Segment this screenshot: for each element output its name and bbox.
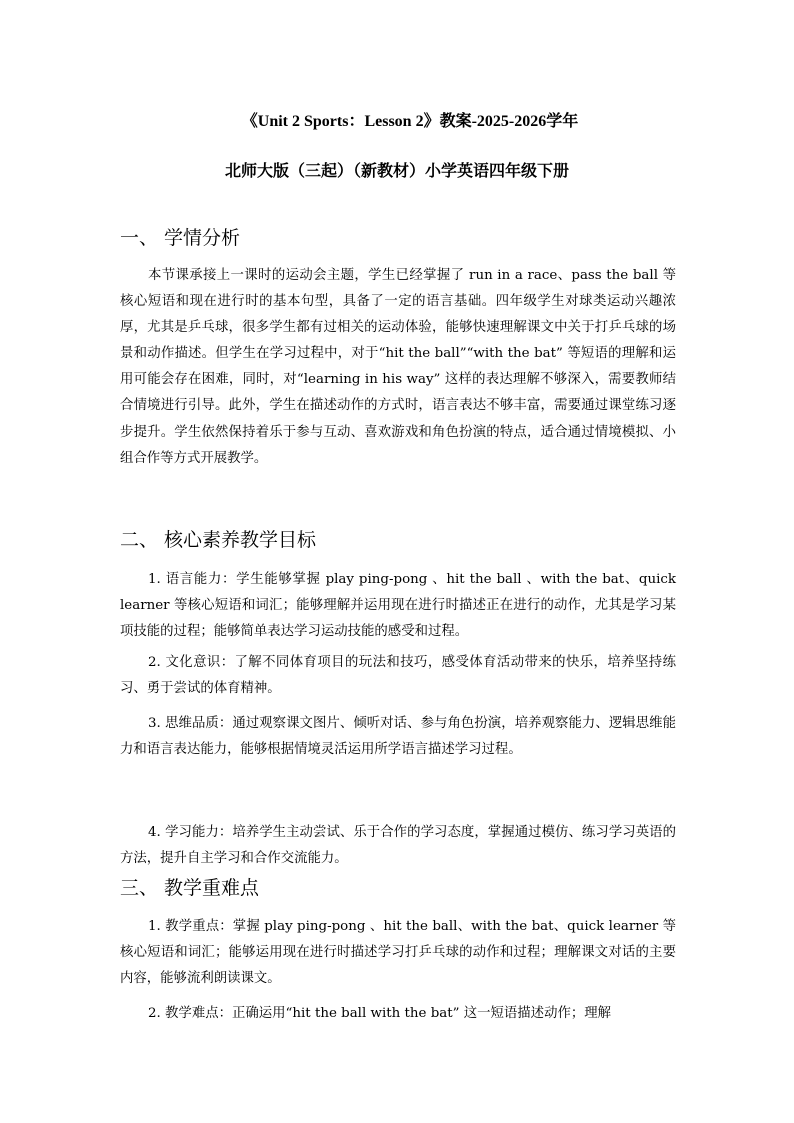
objective-learning-ability: 4. 学习能力：培养学生主动尝试、乐于合作的学习态度，掌握通过模仿、练习学习英语的方法，提升自主学习和合作交流能力。: [120, 825, 676, 866]
objective-language-ability: 1. 语言能力：学生能够掌握 play ping-pong 、hit the ball 、with the bat、quick learner 等核心短语和词汇；能够理解并运用现在进行时描述正在进行的动作，尤其是学习某项技能的过程；能够简单表达学习运动技能的感受和过程。: [120, 572, 676, 639]
objective-cultural-awareness: 2. 文化意识：了解不同体育项目的玩法和技巧，感受体育活动带来的快乐，培养坚持练习、勇于尝试的体育精神。: [120, 655, 676, 696]
section-heading-teaching-objectives: 二、 核心素养教学目标: [120, 529, 317, 551]
objective-thinking-quality: 3. 思维品质：通过观察课文图片、倾听对话、参与角色扮演，培养观察能力、逻辑思维能力和语言表达能力，能够根据情境灵活运用所学语言描述学习过程。: [120, 716, 676, 757]
difficult-point-paragraph: 2. 教学难点：正确运用“hit the ball with the bat” 这一短语描述动作；理解: [148, 1006, 612, 1021]
document-title: 《Unit 2 Sports：Lesson 2》教案-2025-2026学年: [241, 113, 579, 130]
document-subtitle: 北师大版（三起）（新教材）小学英语四年级下册: [224, 163, 569, 180]
key-point-paragraph: 1. 教学重点：掌握 play ping-pong 、hit the ball、with the bat、quick learner 等核心短语和词汇；能够运用现在进行时描述学习打乒乓球的动作和过程；理解课文对话的主要内容，能够流利朗读课文。: [120, 919, 676, 986]
section-heading-key-points: 三、 教学重难点: [120, 877, 260, 899]
learner-analysis-paragraph: 本节课承接上一课时的运动会主题，学生已经掌握了 run in a race、pass the ball 等核心短语和现在进行时的基本句型，具备了一定的语言基础。四年级学生对球类运动兴趣浓厚，尤其是乒乓球，很多学生都有过相关的运动体验，能够快速理解课文中关于打乒乓球的场景和动作描述。但学生在学习过程中，对于“hit the ball”“with the bat” 等短语的理解和运用可能会存在困难，同时，对“learning in his way” 这样的表达理解不够深入，需要教师结合情境进行引导。此外，学生在描述动作的方式时，语言表达不够丰富，需要通过课堂练习逐步提升。学生依然保持着乐于参与互动、喜欢游戏和角色扮演的特点，适合通过情境模拟、小组合作等方式开展教学。: [120, 268, 676, 466]
section-heading-learner-analysis: 一、 学情分析: [120, 227, 241, 249]
